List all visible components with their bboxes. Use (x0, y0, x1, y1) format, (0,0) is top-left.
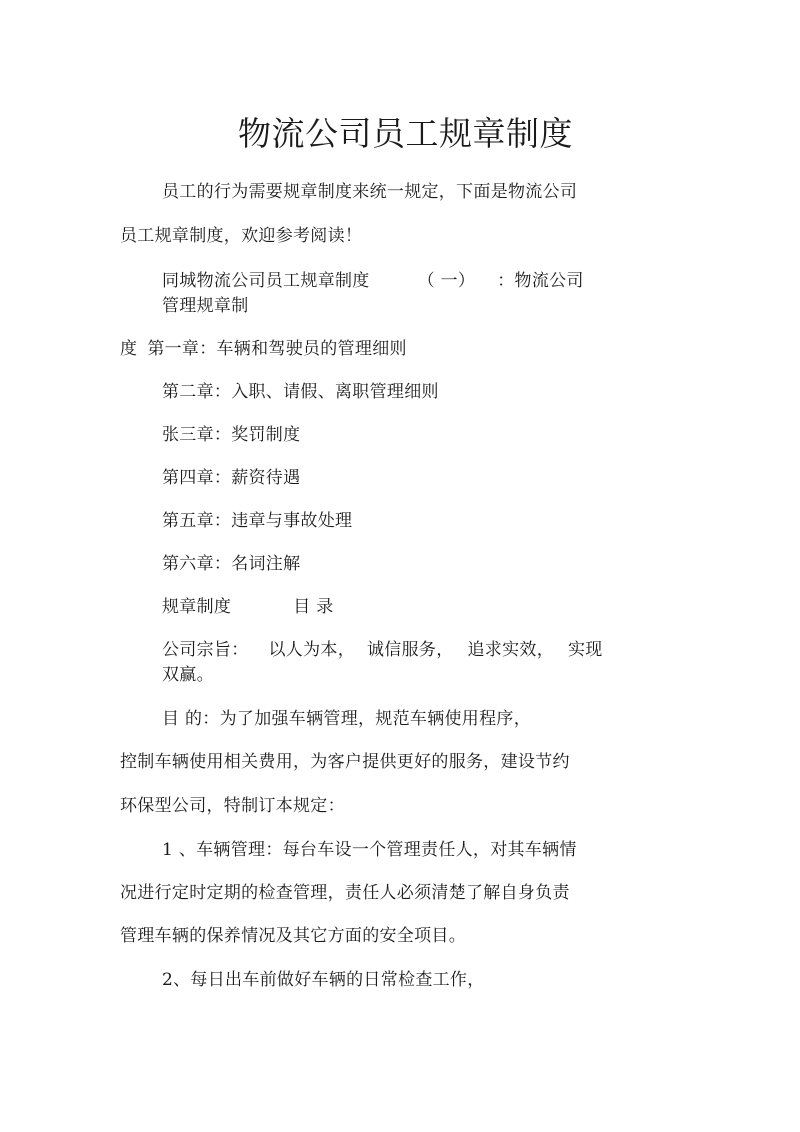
intro-line-1: 员工的行为需要规章制度来统一规定，下面是物流公司 (162, 182, 578, 202)
tenet-part-3: 追求实效， (467, 640, 554, 660)
company-tenet-line-2: 双赢。 (162, 665, 214, 685)
toc-left: 规章制度 (162, 597, 232, 617)
company-tenet (162, 639, 603, 661)
chapter-3: 张三章：奖罚制度 (162, 425, 301, 445)
tenet-part-2: 诚信服务， (367, 640, 454, 660)
section-heading-suffix: ：物流公司 (497, 271, 584, 291)
section-heading-number: （ 一） (417, 271, 476, 291)
chapter-1 (120, 338, 407, 360)
tenet-part-1: 以人为本， (268, 640, 355, 660)
table-of-contents-label (162, 596, 334, 618)
section-heading-line-2: 管理规章制 (162, 296, 249, 316)
tenet-label: 公司宗旨： (162, 640, 249, 660)
chapter-1-text: 第一章：车辆和驾驶员的管理细则 (147, 339, 407, 359)
chapter-6: 第六章：名词注解 (162, 554, 301, 574)
item-1-line-3: 管理车辆的保养情况及其它方面的安全项目。 (120, 926, 466, 946)
section-heading-title: 同城物流公司员工规章制度 (162, 271, 370, 291)
toc-right: 目 录 (293, 597, 334, 617)
purpose-line-1: 目 的：为了加强车辆管理，规范车辆使用程序， (162, 709, 532, 729)
document-title: 物流公司员工规章制度 (238, 114, 573, 153)
purpose-line-2: 控制车辆使用相关费用，为客户提供更好的服务，建设节约 (120, 752, 570, 772)
item-1-line-1: 1 、车辆管理：每台车设一个管理责任人，对其车辆情 (162, 840, 577, 860)
purpose-line-3: 环保型公司，特制订本规定： (120, 796, 345, 816)
chapter-5: 第五章：违章与事故处理 (162, 511, 353, 531)
intro-line-2: 员工规章制度，欢迎参考阅读！ (120, 226, 363, 246)
chapter-4: 第四章：薪资待遇 (162, 468, 301, 488)
item-2-line-1: 2、每日出车前做好车辆的日常检查工作， (162, 970, 485, 990)
item-1-line-2: 况进行定时定期的检查管理，责任人必须清楚了解自身负责 (120, 883, 570, 903)
tenet-part-4: 实现 (568, 640, 603, 660)
chapter-2: 第二章：入职、请假、离职管理细则 (162, 382, 439, 402)
section-heading (162, 270, 584, 292)
chapter-1-prefix: 度 (120, 339, 138, 359)
